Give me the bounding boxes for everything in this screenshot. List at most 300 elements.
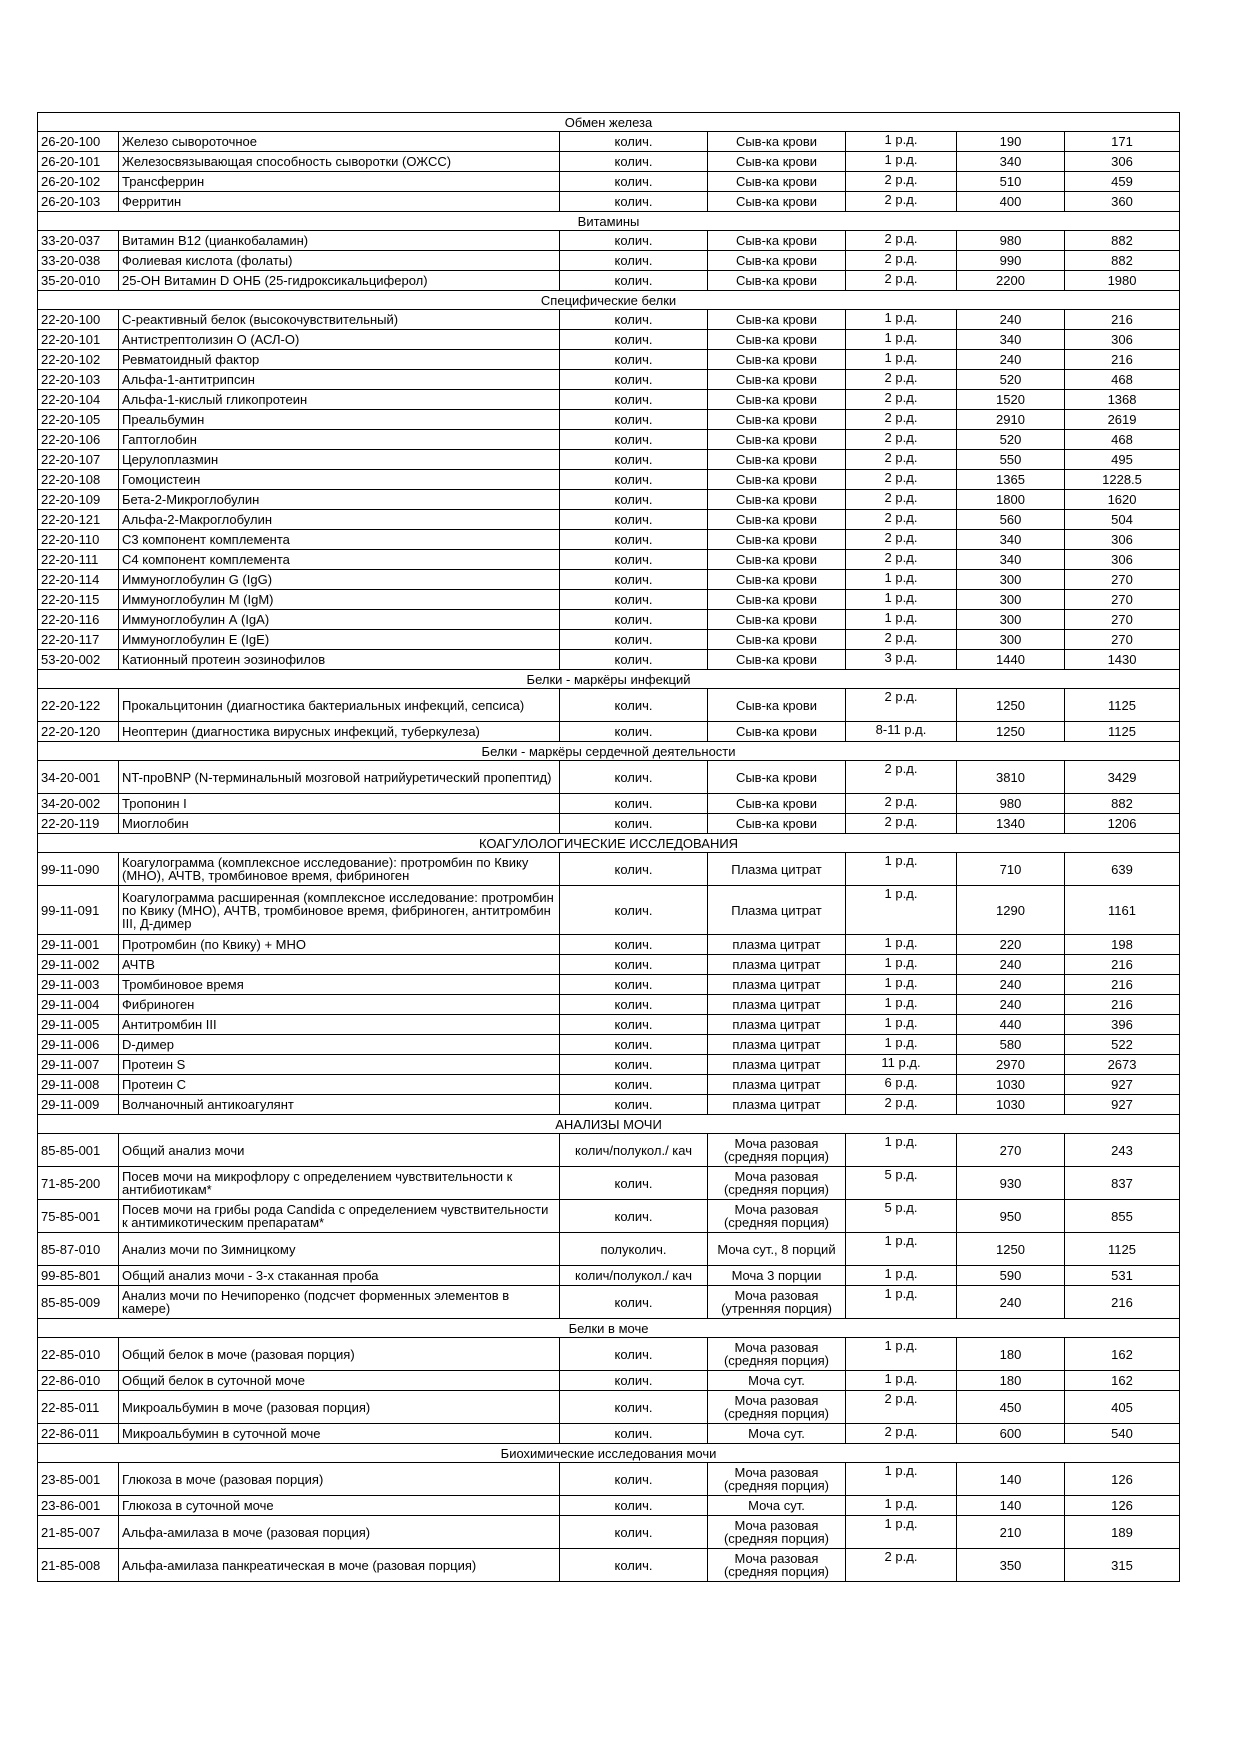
- biomaterial-cell: Сыв-ка крови: [708, 450, 846, 470]
- biomaterial-cell: Сыв-ка крови: [708, 251, 846, 271]
- biomaterial-cell: Моча разовая (средняя порция): [708, 1167, 846, 1200]
- biomaterial-cell: Моча сут.: [708, 1371, 846, 1391]
- biomaterial-cell: плазма цитрат: [708, 1055, 846, 1075]
- section-header-row: [38, 212, 1180, 231]
- turnaround-term-cell: 2 р.д.: [846, 410, 957, 430]
- analysis-type-cell: колич.: [560, 1095, 708, 1115]
- discounted-price-cell: 855: [1065, 1200, 1180, 1233]
- discounted-price-cell: 1620: [1065, 490, 1180, 510]
- analysis-type-cell: колич.: [560, 761, 708, 794]
- discounted-price-cell: 216: [1065, 350, 1180, 370]
- analysis-type-cell: колич.: [560, 530, 708, 550]
- discounted-price-cell: 126: [1065, 1463, 1180, 1496]
- table-row: [38, 1338, 1180, 1371]
- service-name-cell: Общий белок в моче (разовая порция): [119, 1338, 560, 1371]
- discounted-price-cell: 504: [1065, 510, 1180, 530]
- biomaterial-cell: плазма цитрат: [708, 935, 846, 955]
- discounted-price-cell: 1980: [1065, 271, 1180, 291]
- price-cell: 340: [957, 152, 1065, 172]
- service-name-cell: С-реактивный белок (высокочувствительный): [119, 310, 560, 330]
- discounted-price-cell: 189: [1065, 1516, 1180, 1549]
- discounted-price-cell: 639: [1065, 853, 1180, 886]
- price-cell: 270: [957, 1134, 1065, 1167]
- service-code-cell: 33-20-037: [38, 231, 119, 251]
- section-header-row: [38, 1115, 1180, 1134]
- section-title: Белки в моче: [38, 1319, 1180, 1338]
- table-row: [38, 630, 1180, 650]
- service-name-cell: D-димер: [119, 1035, 560, 1055]
- table-row: [38, 1200, 1180, 1233]
- discounted-price-cell: 216: [1065, 1286, 1180, 1319]
- biomaterial-cell: Сыв-ка крови: [708, 650, 846, 670]
- discounted-price-cell: 531: [1065, 1266, 1180, 1286]
- service-name-cell: Ферритин: [119, 192, 560, 212]
- service-code-cell: 22-20-116: [38, 610, 119, 630]
- service-name-cell: Протеин S: [119, 1055, 560, 1075]
- section-header-row: [38, 291, 1180, 310]
- discounted-price-cell: 468: [1065, 430, 1180, 450]
- turnaround-term-cell: 1 р.д.: [846, 1134, 957, 1167]
- service-code-cell: 22-20-107: [38, 450, 119, 470]
- biomaterial-cell: плазма цитрат: [708, 975, 846, 995]
- discounted-price-cell: 216: [1065, 955, 1180, 975]
- price-cell: 2200: [957, 271, 1065, 291]
- biomaterial-cell: Сыв-ка крови: [708, 550, 846, 570]
- discounted-price-cell: 882: [1065, 794, 1180, 814]
- analysis-type-cell: колич.: [560, 590, 708, 610]
- turnaround-term-cell: 2 р.д.: [846, 1391, 957, 1424]
- table-row: [38, 935, 1180, 955]
- discounted-price-cell: 882: [1065, 231, 1180, 251]
- price-cell: 1440: [957, 650, 1065, 670]
- biomaterial-cell: Моча разовая (средняя порция): [708, 1338, 846, 1371]
- biomaterial-cell: Сыв-ка крови: [708, 330, 846, 350]
- biomaterial-cell: Моча разовая (средняя порция): [708, 1549, 846, 1582]
- analysis-type-cell: колич/полукол./ кач: [560, 1266, 708, 1286]
- service-code-cell: 71-85-200: [38, 1167, 119, 1200]
- biomaterial-cell: Моча разовая (средняя порция): [708, 1463, 846, 1496]
- biomaterial-cell: Моча разовая (утренняя порция): [708, 1286, 846, 1319]
- section-title: КОАГУЛОЛОГИЧЕСКИЕ ИССЛЕДОВАНИЯ: [38, 834, 1180, 853]
- analysis-type-cell: колич.: [560, 1371, 708, 1391]
- analysis-type-cell: колич.: [560, 490, 708, 510]
- service-code-cell: 26-20-102: [38, 172, 119, 192]
- analysis-type-cell: колич.: [560, 430, 708, 450]
- service-code-cell: 22-20-109: [38, 490, 119, 510]
- service-code-cell: 21-85-008: [38, 1549, 119, 1582]
- turnaround-term-cell: 1 р.д.: [846, 1463, 957, 1496]
- price-cell: 180: [957, 1371, 1065, 1391]
- service-code-cell: 34-20-002: [38, 794, 119, 814]
- analysis-type-cell: колич.: [560, 722, 708, 742]
- analysis-type-cell: колич.: [560, 935, 708, 955]
- turnaround-term-cell: 2 р.д.: [846, 231, 957, 251]
- service-code-cell: 22-20-100: [38, 310, 119, 330]
- discounted-price-cell: 306: [1065, 530, 1180, 550]
- analysis-type-cell: колич.: [560, 172, 708, 192]
- service-code-cell: 22-20-104: [38, 390, 119, 410]
- service-code-cell: 22-20-110: [38, 530, 119, 550]
- service-name-cell: Железо сывороточное: [119, 132, 560, 152]
- discounted-price-cell: 126: [1065, 1496, 1180, 1516]
- price-cell: 220: [957, 935, 1065, 955]
- turnaround-term-cell: 2 р.д.: [846, 1095, 957, 1115]
- service-name-cell: Иммуноглобулин Е (IgE): [119, 630, 560, 650]
- turnaround-term-cell: 1 р.д.: [846, 1035, 957, 1055]
- turnaround-term-cell: 2 р.д.: [846, 689, 957, 722]
- price-cell: 520: [957, 430, 1065, 450]
- service-code-cell: 22-20-105: [38, 410, 119, 430]
- biomaterial-cell: Сыв-ка крови: [708, 172, 846, 192]
- turnaround-term-cell: 1 р.д.: [846, 975, 957, 995]
- price-cell: 400: [957, 192, 1065, 212]
- table-row: [38, 1134, 1180, 1167]
- table-row: [38, 1095, 1180, 1115]
- section-header-row: [38, 113, 1180, 132]
- service-code-cell: 22-20-115: [38, 590, 119, 610]
- analysis-type-cell: колич.: [560, 132, 708, 152]
- section-header-row: [38, 742, 1180, 761]
- service-code-cell: 99-11-091: [38, 886, 119, 935]
- turnaround-term-cell: 1 р.д.: [846, 1338, 957, 1371]
- biomaterial-cell: Сыв-ка крови: [708, 410, 846, 430]
- service-code-cell: 29-11-009: [38, 1095, 119, 1115]
- service-code-cell: 22-20-121: [38, 510, 119, 530]
- section-title: Белки - маркёры сердечной деятельности: [38, 742, 1180, 761]
- section-header-row: [38, 834, 1180, 853]
- price-cell: 1520: [957, 390, 1065, 410]
- analysis-type-cell: колич.: [560, 1015, 708, 1035]
- discounted-price-cell: 2673: [1065, 1055, 1180, 1075]
- biomaterial-cell: Плазма цитрат: [708, 853, 846, 886]
- service-code-cell: 29-11-002: [38, 955, 119, 975]
- price-cell: 340: [957, 550, 1065, 570]
- service-code-cell: 85-85-009: [38, 1286, 119, 1319]
- turnaround-term-cell: 1 р.д.: [846, 152, 957, 172]
- service-code-cell: 22-20-101: [38, 330, 119, 350]
- analysis-type-cell: колич.: [560, 271, 708, 291]
- analysis-type-cell: колич.: [560, 1424, 708, 1444]
- table-row: [38, 132, 1180, 152]
- discounted-price-cell: 216: [1065, 975, 1180, 995]
- table-row: [38, 390, 1180, 410]
- table-row: [38, 1286, 1180, 1319]
- biomaterial-cell: Сыв-ка крови: [708, 590, 846, 610]
- biomaterial-cell: Моча сут.: [708, 1424, 846, 1444]
- discounted-price-cell: 270: [1065, 610, 1180, 630]
- analysis-type-cell: колич.: [560, 410, 708, 430]
- table-row: [38, 689, 1180, 722]
- table-row: [38, 271, 1180, 291]
- turnaround-term-cell: 2 р.д.: [846, 390, 957, 410]
- price-cell: 240: [957, 995, 1065, 1015]
- service-code-cell: 35-20-010: [38, 271, 119, 291]
- table-row: [38, 172, 1180, 192]
- analysis-type-cell: колич/полукол./ кач: [560, 1134, 708, 1167]
- table-row: [38, 1463, 1180, 1496]
- service-name-cell: Глюкоза в суточной моче: [119, 1496, 560, 1516]
- analysis-type-cell: колич.: [560, 510, 708, 530]
- table-row: [38, 231, 1180, 251]
- biomaterial-cell: Сыв-ка крови: [708, 722, 846, 742]
- table-row: [38, 1075, 1180, 1095]
- turnaround-term-cell: 2 р.д.: [846, 794, 957, 814]
- biomaterial-cell: плазма цитрат: [708, 995, 846, 1015]
- biomaterial-cell: Моча 3 порции: [708, 1266, 846, 1286]
- price-list-body: [38, 113, 1180, 1582]
- service-name-cell: Неоптерин (диагностика вирусных инфекций, туберкулеза): [119, 722, 560, 742]
- analysis-type-cell: колич.: [560, 650, 708, 670]
- price-cell: 210: [957, 1516, 1065, 1549]
- service-code-cell: 29-11-005: [38, 1015, 119, 1035]
- turnaround-term-cell: 1 р.д.: [846, 955, 957, 975]
- discounted-price-cell: 171: [1065, 132, 1180, 152]
- price-cell: 550: [957, 450, 1065, 470]
- service-code-cell: 53-20-002: [38, 650, 119, 670]
- turnaround-term-cell: 2 р.д.: [846, 271, 957, 291]
- analysis-type-cell: колич.: [560, 1200, 708, 1233]
- table-row: [38, 350, 1180, 370]
- service-name-cell: Альфа-1-антитрипсин: [119, 370, 560, 390]
- table-row: [38, 853, 1180, 886]
- table-row: [38, 450, 1180, 470]
- biomaterial-cell: Сыв-ка крови: [708, 814, 846, 834]
- discounted-price-cell: 1368: [1065, 390, 1180, 410]
- table-row: [38, 310, 1180, 330]
- analysis-type-cell: колич.: [560, 1167, 708, 1200]
- service-name-cell: Протромбин (по Квику) + МНО: [119, 935, 560, 955]
- biomaterial-cell: плазма цитрат: [708, 1095, 846, 1115]
- service-code-cell: 22-85-011: [38, 1391, 119, 1424]
- table-row: [38, 1233, 1180, 1266]
- table-row: [38, 1424, 1180, 1444]
- service-code-cell: 75-85-001: [38, 1200, 119, 1233]
- service-code-cell: 22-20-114: [38, 570, 119, 590]
- discounted-price-cell: 495: [1065, 450, 1180, 470]
- service-code-cell: 29-11-007: [38, 1055, 119, 1075]
- analysis-type-cell: колич.: [560, 390, 708, 410]
- service-name-cell: Альфа-амилаза панкреатическая в моче (разовая порция): [119, 1549, 560, 1582]
- price-cell: 300: [957, 630, 1065, 650]
- price-list-sheet: [37, 112, 1179, 1582]
- analysis-type-cell: колич.: [560, 251, 708, 271]
- turnaround-term-cell: 2 р.д.: [846, 630, 957, 650]
- biomaterial-cell: Сыв-ка крови: [708, 192, 846, 212]
- table-row: [38, 886, 1180, 935]
- service-code-cell: 26-20-103: [38, 192, 119, 212]
- biomaterial-cell: Сыв-ка крови: [708, 390, 846, 410]
- service-name-cell: Альфа-1-кислый гликопротеин: [119, 390, 560, 410]
- biomaterial-cell: Сыв-ка крови: [708, 152, 846, 172]
- turnaround-term-cell: 3 р.д.: [846, 650, 957, 670]
- price-cell: 1340: [957, 814, 1065, 834]
- discounted-price-cell: 837: [1065, 1167, 1180, 1200]
- section-title: АНАЛИЗЫ МОЧИ: [38, 1115, 1180, 1134]
- service-code-cell: 23-86-001: [38, 1496, 119, 1516]
- table-row: [38, 761, 1180, 794]
- section-title: Специфические белки: [38, 291, 1180, 310]
- table-row: [38, 1516, 1180, 1549]
- discounted-price-cell: 198: [1065, 935, 1180, 955]
- section-title: Белки - маркёры инфекций: [38, 670, 1180, 689]
- service-code-cell: 29-11-003: [38, 975, 119, 995]
- table-row: [38, 1035, 1180, 1055]
- price-cell: 980: [957, 231, 1065, 251]
- discounted-price-cell: 306: [1065, 550, 1180, 570]
- analysis-type-cell: колич.: [560, 1075, 708, 1095]
- service-name-cell: Альфа-амилаза в моче (разовая порция): [119, 1516, 560, 1549]
- service-code-cell: 22-85-010: [38, 1338, 119, 1371]
- table-row: [38, 955, 1180, 975]
- price-cell: 560: [957, 510, 1065, 530]
- service-name-cell: Глюкоза в моче (разовая порция): [119, 1463, 560, 1496]
- discounted-price-cell: 306: [1065, 330, 1180, 350]
- price-cell: 240: [957, 955, 1065, 975]
- biomaterial-cell: Сыв-ка крови: [708, 530, 846, 550]
- turnaround-term-cell: 11 р.д.: [846, 1055, 957, 1075]
- table-row: [38, 794, 1180, 814]
- biomaterial-cell: Моча сут., 8 порций: [708, 1233, 846, 1266]
- discounted-price-cell: 1430: [1065, 650, 1180, 670]
- biomaterial-cell: Сыв-ка крови: [708, 510, 846, 530]
- analysis-type-cell: колич.: [560, 370, 708, 390]
- turnaround-term-cell: 1 р.д.: [846, 1496, 957, 1516]
- service-code-cell: 34-20-001: [38, 761, 119, 794]
- discounted-price-cell: 1161: [1065, 886, 1180, 935]
- analysis-type-cell: колич.: [560, 152, 708, 172]
- turnaround-term-cell: 2 р.д.: [846, 470, 957, 490]
- table-row: [38, 470, 1180, 490]
- service-code-cell: 85-85-001: [38, 1134, 119, 1167]
- turnaround-term-cell: 2 р.д.: [846, 1549, 957, 1582]
- biomaterial-cell: плазма цитрат: [708, 1015, 846, 1035]
- service-code-cell: 22-20-122: [38, 689, 119, 722]
- price-cell: 2910: [957, 410, 1065, 430]
- biomaterial-cell: Моча разовая (средняя порция): [708, 1516, 846, 1549]
- table-row: [38, 995, 1180, 1015]
- discounted-price-cell: 1125: [1065, 1233, 1180, 1266]
- service-name-cell: Иммуноглобулин G (IgG): [119, 570, 560, 590]
- table-row: [38, 530, 1180, 550]
- discounted-price-cell: 3429: [1065, 761, 1180, 794]
- discounted-price-cell: 468: [1065, 370, 1180, 390]
- price-cell: 1250: [957, 1233, 1065, 1266]
- discounted-price-cell: 216: [1065, 995, 1180, 1015]
- table-row: [38, 330, 1180, 350]
- analysis-type-cell: колич.: [560, 794, 708, 814]
- price-cell: 240: [957, 1286, 1065, 1319]
- table-row: [38, 590, 1180, 610]
- turnaround-term-cell: 1 р.д.: [846, 1286, 957, 1319]
- analysis-type-cell: колич.: [560, 630, 708, 650]
- price-cell: 340: [957, 330, 1065, 350]
- service-name-cell: Тромбиновое время: [119, 975, 560, 995]
- service-name-cell: Гаптоглобин: [119, 430, 560, 450]
- turnaround-term-cell: 1 р.д.: [846, 853, 957, 886]
- turnaround-term-cell: 1 р.д.: [846, 570, 957, 590]
- biomaterial-cell: Сыв-ка крови: [708, 470, 846, 490]
- service-name-cell: Общий анализ мочи: [119, 1134, 560, 1167]
- service-name-cell: С3 компонент комплемента: [119, 530, 560, 550]
- turnaround-term-cell: 1 р.д.: [846, 350, 957, 370]
- turnaround-term-cell: 1 р.д.: [846, 1371, 957, 1391]
- price-cell: 590: [957, 1266, 1065, 1286]
- price-cell: 580: [957, 1035, 1065, 1055]
- discounted-price-cell: 270: [1065, 570, 1180, 590]
- discounted-price-cell: 1228.5: [1065, 470, 1180, 490]
- turnaround-term-cell: 2 р.д.: [846, 1424, 957, 1444]
- service-name-cell: Иммуноглобулин А (IgA): [119, 610, 560, 630]
- biomaterial-cell: Сыв-ка крови: [708, 610, 846, 630]
- turnaround-term-cell: 2 р.д.: [846, 450, 957, 470]
- table-row: [38, 410, 1180, 430]
- service-name-cell: Волчаночный антикоагулянт: [119, 1095, 560, 1115]
- service-name-cell: Коагулограмма расширенная (комплексное исследование: протромбин по Квику (МНО), АЧТВ, тромбиновое время, фибриноген, антитромбин III, Д-димер: [119, 886, 560, 935]
- table-row: [38, 570, 1180, 590]
- price-cell: 140: [957, 1496, 1065, 1516]
- table-row: [38, 152, 1180, 172]
- service-name-cell: Бета-2-Микроглобулин: [119, 490, 560, 510]
- service-code-cell: 22-20-120: [38, 722, 119, 742]
- price-cell: 340: [957, 530, 1065, 550]
- biomaterial-cell: плазма цитрат: [708, 1035, 846, 1055]
- biomaterial-cell: плазма цитрат: [708, 955, 846, 975]
- price-cell: 300: [957, 610, 1065, 630]
- table-row: [38, 510, 1180, 530]
- discounted-price-cell: 360: [1065, 192, 1180, 212]
- turnaround-term-cell: 2 р.д.: [846, 490, 957, 510]
- service-name-cell: 25-ОН Витамин D ОНБ (25-гидроксикальциферол): [119, 271, 560, 291]
- analysis-type-cell: колич.: [560, 1286, 708, 1319]
- service-name-cell: NT-проBNP (N-терминальный мозговой натрийуретический пропептид): [119, 761, 560, 794]
- analysis-type-cell: колич.: [560, 470, 708, 490]
- analysis-type-cell: колич.: [560, 1391, 708, 1424]
- service-code-cell: 22-20-111: [38, 550, 119, 570]
- biomaterial-cell: Сыв-ка крови: [708, 794, 846, 814]
- turnaround-term-cell: 1 р.д.: [846, 995, 957, 1015]
- table-row: [38, 1167, 1180, 1200]
- table-row: [38, 722, 1180, 742]
- section-title: Обмен железа: [38, 113, 1180, 132]
- discounted-price-cell: 270: [1065, 590, 1180, 610]
- price-cell: 2970: [957, 1055, 1065, 1075]
- discounted-price-cell: 315: [1065, 1549, 1180, 1582]
- service-code-cell: 29-11-001: [38, 935, 119, 955]
- turnaround-term-cell: 1 р.д.: [846, 310, 957, 330]
- table-row: [38, 1549, 1180, 1582]
- discounted-price-cell: 216: [1065, 310, 1180, 330]
- table-row: [38, 1266, 1180, 1286]
- analysis-type-cell: колич.: [560, 450, 708, 470]
- discounted-price-cell: 1125: [1065, 689, 1180, 722]
- turnaround-term-cell: 1 р.д.: [846, 1233, 957, 1266]
- discounted-price-cell: 396: [1065, 1015, 1180, 1035]
- analysis-type-cell: колич.: [560, 1496, 708, 1516]
- discounted-price-cell: 306: [1065, 152, 1180, 172]
- price-cell: 990: [957, 251, 1065, 271]
- table-row: [38, 1496, 1180, 1516]
- price-cell: 1365: [957, 470, 1065, 490]
- price-cell: 190: [957, 132, 1065, 152]
- table-row: [38, 1015, 1180, 1035]
- turnaround-term-cell: 2 р.д.: [846, 430, 957, 450]
- service-name-cell: Анализ мочи по Зимницкому: [119, 1233, 560, 1266]
- service-name-cell: Фибриноген: [119, 995, 560, 1015]
- price-cell: 930: [957, 1167, 1065, 1200]
- service-code-cell: 99-11-090: [38, 853, 119, 886]
- price-cell: 1030: [957, 1075, 1065, 1095]
- biomaterial-cell: Сыв-ка крови: [708, 689, 846, 722]
